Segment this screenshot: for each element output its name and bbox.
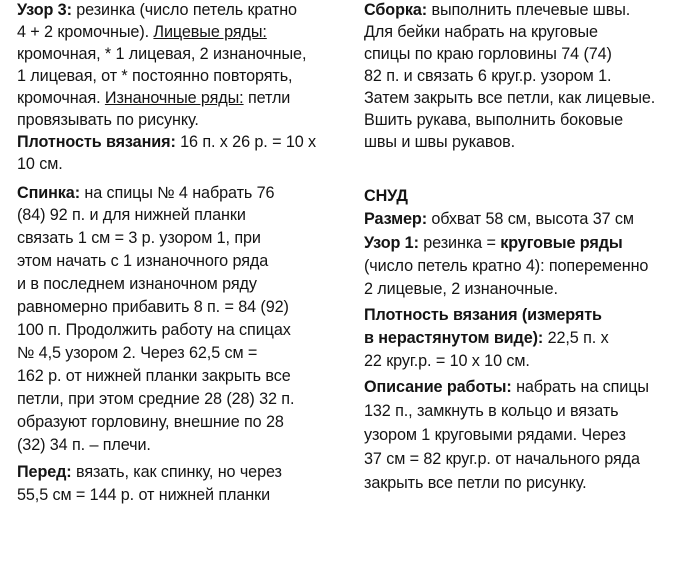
text-line: (32) 34 п. – плечи. <box>17 436 151 454</box>
text-line: 1 лицевая, от * постоянно повторять, <box>17 67 293 85</box>
section-heading: СНУД <box>364 187 408 205</box>
term-label: Описание работы: <box>364 378 512 396</box>
text-line: Сборка: выполнить плечевые швы. <box>364 1 631 19</box>
text-line: (84) 92 п. и для нижней планки <box>17 206 246 224</box>
text-line: Вшить рукава, выполнить боковые <box>364 111 624 129</box>
text-line: Спинка: на спицы № 4 набрать 76 <box>17 184 275 202</box>
text-line: Размер: обхват 58 см, высота 37 см <box>364 210 634 228</box>
underlined-term: Лицевые ряды: <box>153 23 267 41</box>
term-label: Спинка: <box>17 184 80 202</box>
text-line: Узор 1: резинка = круговые ряды <box>364 234 623 252</box>
text-line: кромочная, * 1 лицевая, 2 изнаночные, <box>17 45 307 63</box>
text-line: № 4,5 узором 2. Через 62,5 см = <box>17 344 258 362</box>
term-label: Перед: <box>17 463 72 481</box>
text-line: этом начать с 1 изнаночного ряда <box>17 252 269 270</box>
term-label: в нерастянутом виде): <box>364 329 544 347</box>
text-line: Перед: вязать, как спинку, но через <box>17 463 282 481</box>
text-line: провязывать по рисунку. <box>17 111 199 129</box>
text-line: 55,5 см = 144 р. от нижней планки <box>17 486 271 504</box>
text-line: образуют горловину, внешние по 28 <box>17 413 284 431</box>
text-line: 2 лицевые, 2 изнаночные. <box>364 280 558 298</box>
text-line: 82 п. и связать 6 круг.р. узором 1. <box>364 67 612 85</box>
term-label: Сборка: <box>364 1 428 19</box>
text-line: Плотность вязания (измерять <box>364 306 602 324</box>
text-line: равномерно прибавить 8 п. = 84 (92) <box>17 298 289 316</box>
text-line: 162 р. от нижней планки закрыть все <box>17 367 291 385</box>
text-line: 132 п., замкнуть в кольцо и вязать <box>364 402 619 420</box>
term-label: Плотность вязания: <box>17 133 176 151</box>
term-label: Узор 3: <box>17 1 72 19</box>
text-line: спицы по краю горловины 74 (74) <box>364 45 612 63</box>
text-line: 22 круг.р. = 10 х 10 см. <box>364 352 530 370</box>
text-line: Описание работы: набрать на спицы <box>364 378 649 396</box>
text-line: швы и швы рукавов. <box>364 133 516 151</box>
text-line: Плотность вязания: 16 п. х 26 р. = 10 х <box>17 133 317 151</box>
text-line: Затем закрыть все петли, как лицевые. <box>364 89 656 107</box>
text-line: Для бейки набрать на круговые <box>364 23 598 41</box>
text-line: кромочная. Изнаночные ряды: петли <box>17 89 291 107</box>
text-line: 10 см. <box>17 155 63 173</box>
text-line: 37 см = 82 круг.р. от начального ряда <box>364 450 640 468</box>
text-line: петли, при этом средние 28 (28) 32 п. <box>17 390 295 408</box>
text-line: в нерастянутом виде): 22,5 п. х <box>364 329 609 347</box>
text-line: узором 1 круговыми рядами. Через <box>364 426 626 444</box>
underlined-term: Изнаночные ряды: <box>104 89 244 107</box>
term-label: Размер: <box>364 210 427 228</box>
text-line: Узор 3: резинка (число петель кратно <box>17 1 297 19</box>
text-line: 4 + 2 кромочные). Лицевые ряды: <box>17 23 267 41</box>
text-line: и в последнем изнаночном ряду <box>17 275 257 293</box>
text-line: связать 1 см = 3 р. узором 1, при <box>17 229 261 247</box>
term-label: Узор 1: <box>364 234 419 252</box>
text-line: 100 п. Продолжить работу на спицах <box>17 321 291 339</box>
text-line: (число петель кратно 4): попеременно <box>364 257 649 275</box>
text-line: закрыть все петли по рисунку. <box>364 474 587 492</box>
